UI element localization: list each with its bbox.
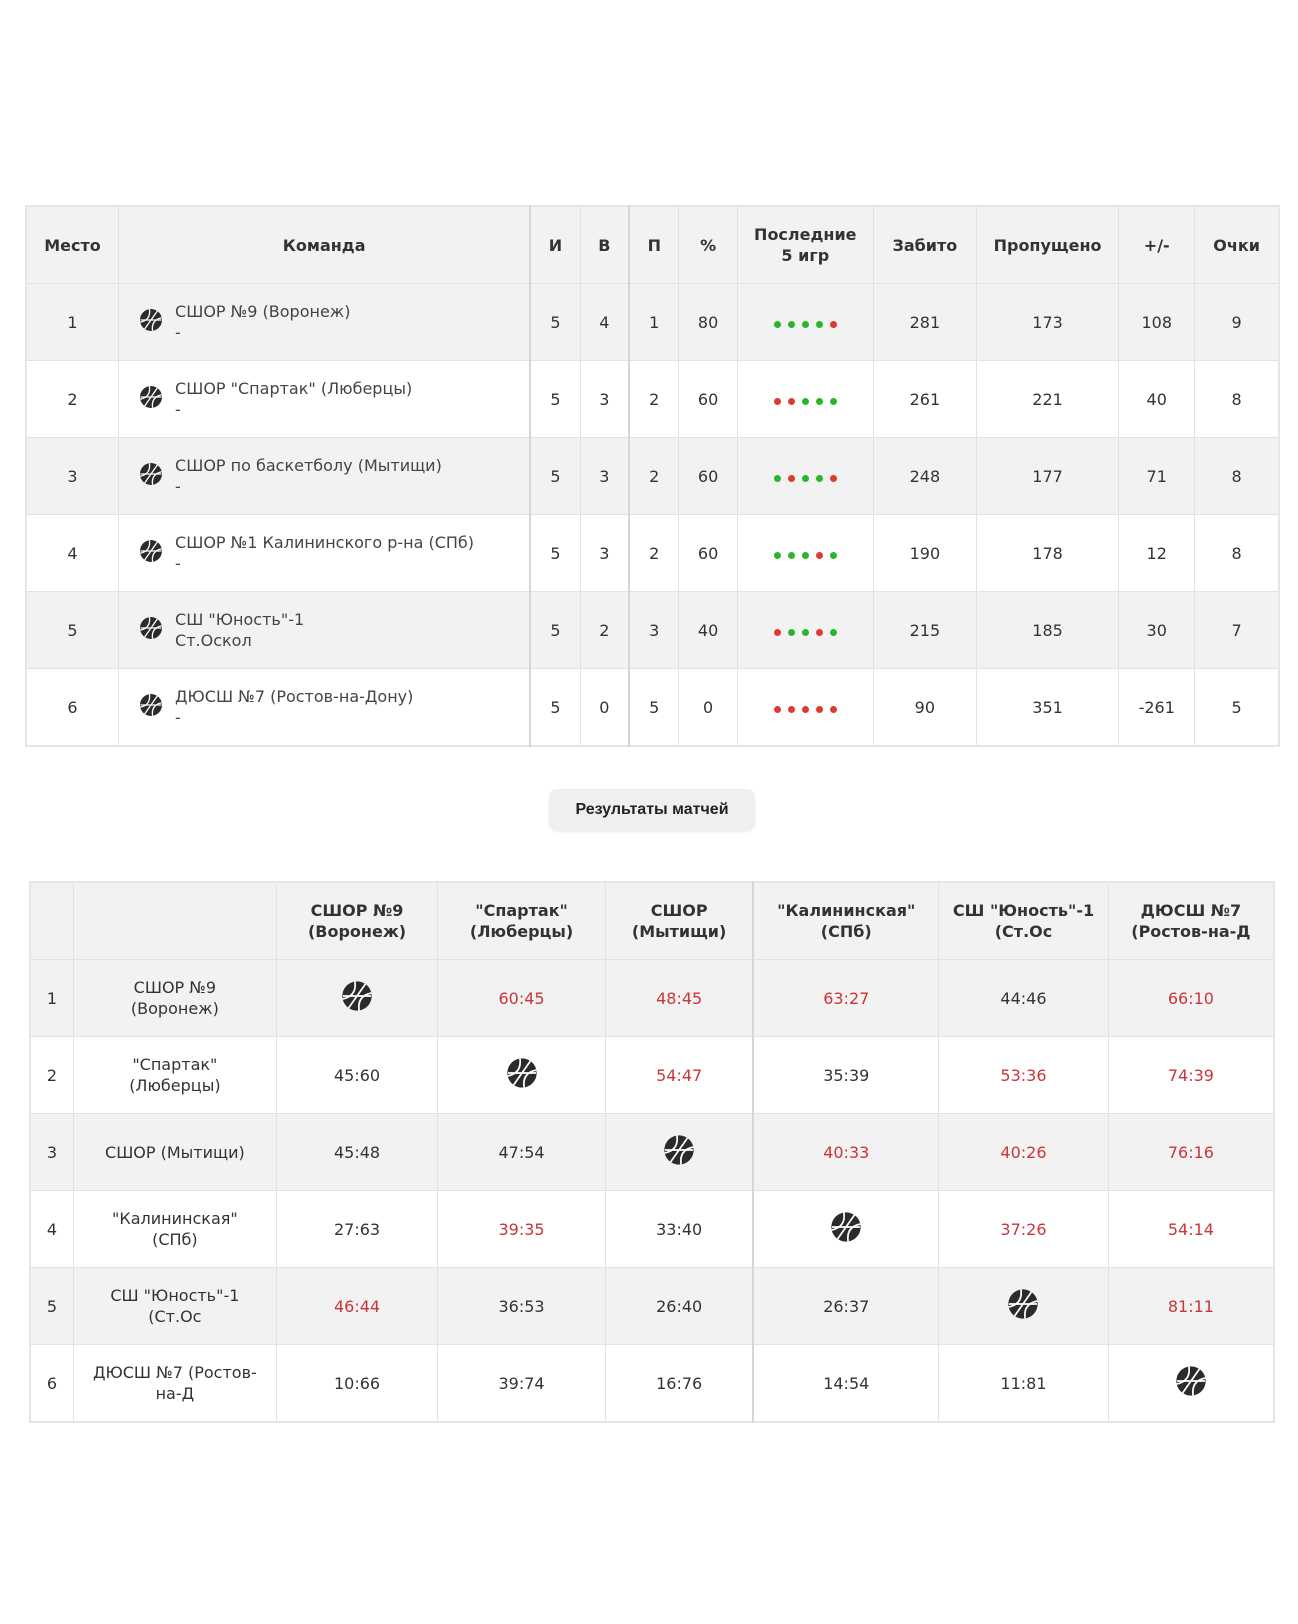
conceded-cell: 173 bbox=[976, 284, 1118, 361]
last5-header-line2: 5 игр bbox=[781, 246, 830, 265]
points-cell: 5 bbox=[1195, 669, 1279, 747]
basketball-icon bbox=[139, 385, 163, 413]
pct-cell: 60 bbox=[679, 361, 737, 438]
team-cell[interactable] bbox=[119, 284, 531, 361]
row-team-line2: (Ст.Ос bbox=[148, 1307, 202, 1326]
row-team-cell bbox=[73, 1114, 276, 1191]
score-text[interactable]: 11:81 bbox=[1000, 1373, 1047, 1393]
losses-cell: 2 bbox=[629, 515, 679, 592]
win-dot-icon bbox=[830, 629, 837, 636]
score-cell[interactable] bbox=[605, 1345, 753, 1423]
col-scored-header[interactable]: Забито bbox=[873, 206, 976, 284]
team-city: - bbox=[175, 708, 181, 727]
col-conceded-header[interactable]: Пропущено bbox=[976, 206, 1118, 284]
score-cell[interactable] bbox=[1108, 1191, 1274, 1268]
standings-row[interactable] bbox=[26, 284, 1279, 361]
conceded-cell: 178 bbox=[976, 515, 1118, 592]
basketball-icon bbox=[341, 980, 373, 1017]
score-cell[interactable] bbox=[753, 1037, 938, 1114]
standings-row[interactable] bbox=[26, 515, 1279, 592]
team-name[interactable]: СШОР №1 Калининского р-на (СПб) bbox=[175, 533, 475, 552]
team-city: Ст.Оскол bbox=[175, 631, 252, 650]
win-dot-icon bbox=[802, 321, 809, 328]
col-header-line2: (Мытищи) bbox=[631, 922, 727, 941]
win-dot-icon bbox=[816, 475, 823, 482]
score-cell[interactable] bbox=[438, 1114, 606, 1191]
standings-row[interactable] bbox=[26, 361, 1279, 438]
row-team-cell bbox=[73, 960, 276, 1037]
place-cell: 2 bbox=[26, 361, 119, 438]
loss-dot-icon bbox=[816, 629, 823, 636]
team-city: - bbox=[175, 400, 181, 419]
col-header-line1: ДЮСШ №7 bbox=[1140, 901, 1242, 920]
games-cell: 5 bbox=[530, 361, 580, 438]
crosstable-col-header[interactable] bbox=[1108, 882, 1274, 960]
conceded-cell: 351 bbox=[976, 669, 1118, 747]
diff-cell: -261 bbox=[1119, 669, 1195, 747]
win-dot-icon bbox=[830, 552, 837, 559]
pct-cell: 60 bbox=[679, 438, 737, 515]
score-text[interactable]: 33:40 bbox=[656, 1219, 703, 1239]
team-name[interactable]: СШОР №9 (Воронеж) bbox=[175, 302, 351, 321]
score-cell[interactable] bbox=[753, 1345, 938, 1423]
team-city: - bbox=[175, 477, 181, 496]
loss-dot-icon bbox=[830, 475, 837, 482]
team-cell[interactable] bbox=[119, 592, 531, 669]
basketball-icon bbox=[1007, 1288, 1039, 1325]
col-team-header[interactable]: Команда bbox=[119, 206, 531, 284]
score-text[interactable]: 10:66 bbox=[333, 1373, 381, 1393]
row-team-line1: СШ "Юность"-1 bbox=[110, 1286, 240, 1305]
crosstable-team-header bbox=[73, 882, 276, 960]
last5-cell bbox=[737, 669, 873, 747]
score-text[interactable]: 36:53 bbox=[498, 1296, 545, 1316]
crosstable-row bbox=[30, 1345, 1274, 1423]
col-header-line1: "Калининская" bbox=[777, 901, 916, 920]
score-cell[interactable] bbox=[939, 1345, 1109, 1423]
row-team-line2: (СПб) bbox=[152, 1230, 198, 1249]
loss-dot-icon bbox=[774, 706, 781, 713]
score-cell[interactable] bbox=[438, 1345, 606, 1423]
diff-cell: 40 bbox=[1119, 361, 1195, 438]
score-text[interactable]: 26:40 bbox=[656, 1296, 703, 1316]
row-team-cell bbox=[73, 1037, 276, 1114]
standings-row[interactable] bbox=[26, 592, 1279, 669]
score-cell[interactable] bbox=[276, 1114, 437, 1191]
row-team-cell bbox=[73, 1268, 276, 1345]
scored-cell: 281 bbox=[873, 284, 976, 361]
score-text[interactable]: 40:33 bbox=[823, 1142, 870, 1162]
score-cell[interactable] bbox=[939, 1114, 1109, 1191]
score-cell[interactable] bbox=[753, 1114, 938, 1191]
team-cell[interactable] bbox=[119, 669, 531, 747]
basketball-icon bbox=[830, 1211, 862, 1248]
basketball-icon bbox=[139, 693, 163, 721]
row-team-line1: ДЮСШ №7 (Ростов- bbox=[92, 1363, 257, 1382]
score-cell[interactable] bbox=[276, 1191, 437, 1268]
points-cell: 9 bbox=[1195, 284, 1279, 361]
diff-cell: 71 bbox=[1119, 438, 1195, 515]
points-cell: 8 bbox=[1195, 515, 1279, 592]
score-text[interactable]: 47:54 bbox=[498, 1142, 545, 1162]
crosstable-row bbox=[30, 1191, 1274, 1268]
match-results-button[interactable]: Результаты матчей bbox=[549, 789, 755, 831]
col-header-line2: (Люберцы) bbox=[469, 922, 574, 941]
scored-cell: 248 bbox=[873, 438, 976, 515]
score-cell[interactable] bbox=[1108, 1114, 1274, 1191]
score-cell[interactable] bbox=[605, 1268, 753, 1345]
standings-row[interactable] bbox=[26, 438, 1279, 515]
row-team-cell bbox=[73, 1191, 276, 1268]
team-city: - bbox=[175, 323, 181, 342]
games-cell: 5 bbox=[530, 592, 580, 669]
row-num-cell: 2 bbox=[30, 1037, 73, 1114]
win-dot-icon bbox=[802, 552, 809, 559]
loss-dot-icon bbox=[788, 475, 795, 482]
scored-cell: 190 bbox=[873, 515, 976, 592]
score-cell[interactable] bbox=[1108, 1268, 1274, 1345]
crosstable-col-header[interactable] bbox=[939, 882, 1109, 960]
team-name[interactable]: ДЮСШ №7 (Ростов-на-Дону) bbox=[175, 687, 414, 706]
self-match-cell bbox=[605, 1114, 753, 1191]
row-team-line1: "Калининская" bbox=[112, 1209, 238, 1228]
loss-dot-icon bbox=[774, 629, 781, 636]
loss-dot-icon bbox=[788, 706, 795, 713]
pct-cell: 60 bbox=[679, 515, 737, 592]
row-num-cell: 4 bbox=[30, 1191, 73, 1268]
crosstable-col-header[interactable] bbox=[753, 882, 938, 960]
row-team-line2: на-Д bbox=[155, 1384, 195, 1403]
col-header-line2: (СПб) bbox=[820, 922, 872, 941]
basketball-icon bbox=[139, 616, 163, 644]
scored-cell: 215 bbox=[873, 592, 976, 669]
col-points-header[interactable]: Очки bbox=[1195, 206, 1279, 284]
basketball-icon bbox=[139, 462, 163, 490]
col-wins-header[interactable]: В bbox=[580, 206, 629, 284]
score-text[interactable]: 39:74 bbox=[498, 1373, 545, 1393]
losses-cell: 1 bbox=[629, 284, 679, 361]
loss-dot-icon bbox=[774, 398, 781, 405]
crosstable-row bbox=[30, 1268, 1274, 1345]
crosstable-row bbox=[30, 1114, 1274, 1191]
crosstable-num-header bbox=[30, 882, 73, 960]
score-cell[interactable] bbox=[438, 1191, 606, 1268]
score-text[interactable]: 45:60 bbox=[333, 1065, 381, 1085]
score-text[interactable]: 46:44 bbox=[333, 1296, 381, 1316]
win-dot-icon bbox=[774, 552, 781, 559]
score-text[interactable]: 40:26 bbox=[1000, 1142, 1047, 1162]
score-cell[interactable] bbox=[605, 1191, 753, 1268]
team-city: - bbox=[175, 554, 181, 573]
last5-cell bbox=[737, 592, 873, 669]
standings-row[interactable] bbox=[26, 669, 1279, 747]
crosstable-row bbox=[30, 1037, 1274, 1114]
wins-cell: 3 bbox=[580, 361, 629, 438]
score-text[interactable]: 44:46 bbox=[1000, 988, 1047, 1008]
row-team-line1: "Спартак" bbox=[132, 1055, 218, 1074]
score-text[interactable]: 66:10 bbox=[1167, 988, 1214, 1008]
score-text[interactable]: 39:35 bbox=[498, 1219, 545, 1239]
win-dot-icon bbox=[774, 321, 781, 328]
loss-dot-icon bbox=[816, 552, 823, 559]
score-text[interactable]: 45:48 bbox=[333, 1142, 381, 1162]
points-cell: 8 bbox=[1195, 361, 1279, 438]
last5-cell bbox=[737, 515, 873, 592]
win-dot-icon bbox=[830, 398, 837, 405]
col-header-line1: "Спартак" bbox=[475, 901, 568, 920]
pct-cell: 80 bbox=[679, 284, 737, 361]
col-games-header[interactable]: И bbox=[530, 206, 580, 284]
col-last5-header[interactable] bbox=[737, 206, 873, 284]
games-cell: 5 bbox=[530, 284, 580, 361]
scored-cell: 261 bbox=[873, 361, 976, 438]
basketball-icon bbox=[139, 308, 163, 336]
losses-cell: 5 bbox=[629, 669, 679, 747]
pct-cell: 40 bbox=[679, 592, 737, 669]
row-num-cell: 1 bbox=[30, 960, 73, 1037]
score-text[interactable]: 27:63 bbox=[333, 1219, 381, 1239]
basketball-icon bbox=[663, 1134, 695, 1171]
score-cell[interactable] bbox=[1108, 1037, 1274, 1114]
score-text[interactable]: 81:11 bbox=[1167, 1296, 1214, 1316]
score-cell[interactable] bbox=[939, 960, 1109, 1037]
basketball-icon bbox=[139, 539, 163, 567]
team-cell[interactable] bbox=[119, 361, 531, 438]
diff-cell: 12 bbox=[1119, 515, 1195, 592]
wins-cell: 4 bbox=[580, 284, 629, 361]
loss-dot-icon bbox=[802, 706, 809, 713]
row-num-cell: 6 bbox=[30, 1345, 73, 1423]
points-cell: 8 bbox=[1195, 438, 1279, 515]
score-cell[interactable] bbox=[939, 1037, 1109, 1114]
score-text[interactable]: 54:14 bbox=[1167, 1219, 1214, 1239]
conceded-cell: 185 bbox=[976, 592, 1118, 669]
conceded-cell: 177 bbox=[976, 438, 1118, 515]
team-cell[interactable] bbox=[119, 438, 531, 515]
last5-cell bbox=[737, 361, 873, 438]
row-team-cell bbox=[73, 1345, 276, 1423]
wins-cell: 0 bbox=[580, 669, 629, 747]
self-match-cell bbox=[1108, 1345, 1274, 1423]
score-cell[interactable] bbox=[605, 1037, 753, 1114]
win-dot-icon bbox=[802, 475, 809, 482]
win-dot-icon bbox=[816, 321, 823, 328]
crosstable-col-header[interactable] bbox=[605, 882, 753, 960]
score-text[interactable]: 74:39 bbox=[1167, 1065, 1214, 1085]
win-dot-icon bbox=[788, 321, 795, 328]
wins-cell: 3 bbox=[580, 438, 629, 515]
score-cell[interactable] bbox=[438, 960, 606, 1037]
crosstable-col-header[interactable] bbox=[438, 882, 606, 960]
score-cell[interactable] bbox=[939, 1191, 1109, 1268]
score-text[interactable]: 14:54 bbox=[823, 1373, 870, 1393]
crosstable-row bbox=[30, 960, 1274, 1037]
score-cell[interactable] bbox=[1108, 960, 1274, 1037]
score-cell[interactable] bbox=[438, 1268, 606, 1345]
col-header-line1: СШОР bbox=[650, 901, 708, 920]
self-match-cell bbox=[438, 1037, 606, 1114]
score-cell[interactable] bbox=[276, 1268, 437, 1345]
col-diff-header[interactable]: +/- bbox=[1119, 206, 1195, 284]
standings-header-row bbox=[26, 206, 1279, 284]
self-match-cell bbox=[753, 1191, 938, 1268]
loss-dot-icon bbox=[830, 706, 837, 713]
win-dot-icon bbox=[802, 398, 809, 405]
diff-cell: 108 bbox=[1119, 284, 1195, 361]
pct-cell: 0 bbox=[679, 669, 737, 747]
score-cell[interactable] bbox=[276, 1345, 437, 1423]
loss-dot-icon bbox=[816, 706, 823, 713]
team-name[interactable]: СШОР по баскетболу (Мытищи) bbox=[175, 456, 442, 475]
self-match-cell bbox=[939, 1268, 1109, 1345]
score-text[interactable]: 60:45 bbox=[498, 988, 545, 1008]
basketball-icon bbox=[1175, 1365, 1207, 1402]
score-cell[interactable] bbox=[753, 960, 938, 1037]
score-text[interactable]: 48:45 bbox=[656, 988, 703, 1008]
place-cell: 4 bbox=[26, 515, 119, 592]
score-cell[interactable] bbox=[753, 1268, 938, 1345]
standings-table bbox=[25, 205, 1280, 747]
win-dot-icon bbox=[802, 629, 809, 636]
last5-header-line1: Последние bbox=[754, 225, 857, 244]
match-results-table bbox=[29, 881, 1275, 1423]
crosstable-header-row bbox=[30, 882, 1274, 960]
win-dot-icon bbox=[788, 629, 795, 636]
wins-cell: 3 bbox=[580, 515, 629, 592]
loss-dot-icon bbox=[830, 321, 837, 328]
games-cell: 5 bbox=[530, 515, 580, 592]
score-text[interactable]: 16:76 bbox=[656, 1373, 703, 1393]
team-name[interactable]: СШ "Юность"-1 bbox=[175, 610, 305, 629]
wins-cell: 2 bbox=[580, 592, 629, 669]
crosstable-col-header[interactable] bbox=[276, 882, 437, 960]
row-team-line2: (Воронеж) bbox=[130, 999, 219, 1018]
win-dot-icon bbox=[816, 398, 823, 405]
score-text[interactable]: 54:47 bbox=[656, 1065, 703, 1085]
games-cell: 5 bbox=[530, 438, 580, 515]
team-name[interactable]: СШОР "Спартак" (Люберцы) bbox=[175, 379, 413, 398]
last5-cell bbox=[737, 284, 873, 361]
row-team-line1: СШОР №9 bbox=[133, 978, 217, 997]
basketball-icon bbox=[506, 1057, 538, 1094]
col-header-line2: (Воронеж) bbox=[307, 922, 407, 941]
col-header-line2: (Ст.Ос bbox=[994, 922, 1053, 941]
score-text[interactable]: 76:16 bbox=[1167, 1142, 1214, 1162]
col-header-line1: СШОР №9 bbox=[310, 901, 404, 920]
win-dot-icon bbox=[788, 552, 795, 559]
losses-cell: 2 bbox=[629, 361, 679, 438]
row-num-cell: 3 bbox=[30, 1114, 73, 1191]
scored-cell: 90 bbox=[873, 669, 976, 747]
losses-cell: 2 bbox=[629, 438, 679, 515]
col-pct-header[interactable]: % bbox=[679, 206, 737, 284]
losses-cell: 3 bbox=[629, 592, 679, 669]
col-header-line2: (Ростов-на-Д bbox=[1131, 922, 1251, 941]
team-cell[interactable] bbox=[119, 515, 531, 592]
row-team-line2: (Люберцы) bbox=[129, 1076, 221, 1095]
place-cell: 1 bbox=[26, 284, 119, 361]
row-team-line1: СШОР (Мытищи) bbox=[105, 1142, 245, 1162]
score-text[interactable]: 63:27 bbox=[823, 988, 870, 1008]
col-losses-header[interactable]: П bbox=[629, 206, 679, 284]
points-cell: 7 bbox=[1195, 592, 1279, 669]
place-cell: 6 bbox=[26, 669, 119, 747]
score-cell[interactable] bbox=[605, 960, 753, 1037]
win-dot-icon bbox=[774, 475, 781, 482]
score-text[interactable]: 53:36 bbox=[1000, 1065, 1047, 1085]
self-match-cell bbox=[276, 960, 437, 1037]
place-cell: 3 bbox=[26, 438, 119, 515]
col-header-line1: СШ "Юность"-1 bbox=[952, 901, 1095, 920]
score-text[interactable]: 26:37 bbox=[823, 1296, 870, 1316]
last5-cell bbox=[737, 438, 873, 515]
score-text[interactable]: 35:39 bbox=[823, 1065, 870, 1085]
conceded-cell: 221 bbox=[976, 361, 1118, 438]
loss-dot-icon bbox=[788, 398, 795, 405]
row-num-cell: 5 bbox=[30, 1268, 73, 1345]
score-text[interactable]: 37:26 bbox=[1000, 1219, 1047, 1239]
score-cell[interactable] bbox=[276, 1037, 437, 1114]
col-place-header[interactable]: Место bbox=[26, 206, 119, 284]
diff-cell: 30 bbox=[1119, 592, 1195, 669]
place-cell: 5 bbox=[26, 592, 119, 669]
games-cell: 5 bbox=[530, 669, 580, 747]
